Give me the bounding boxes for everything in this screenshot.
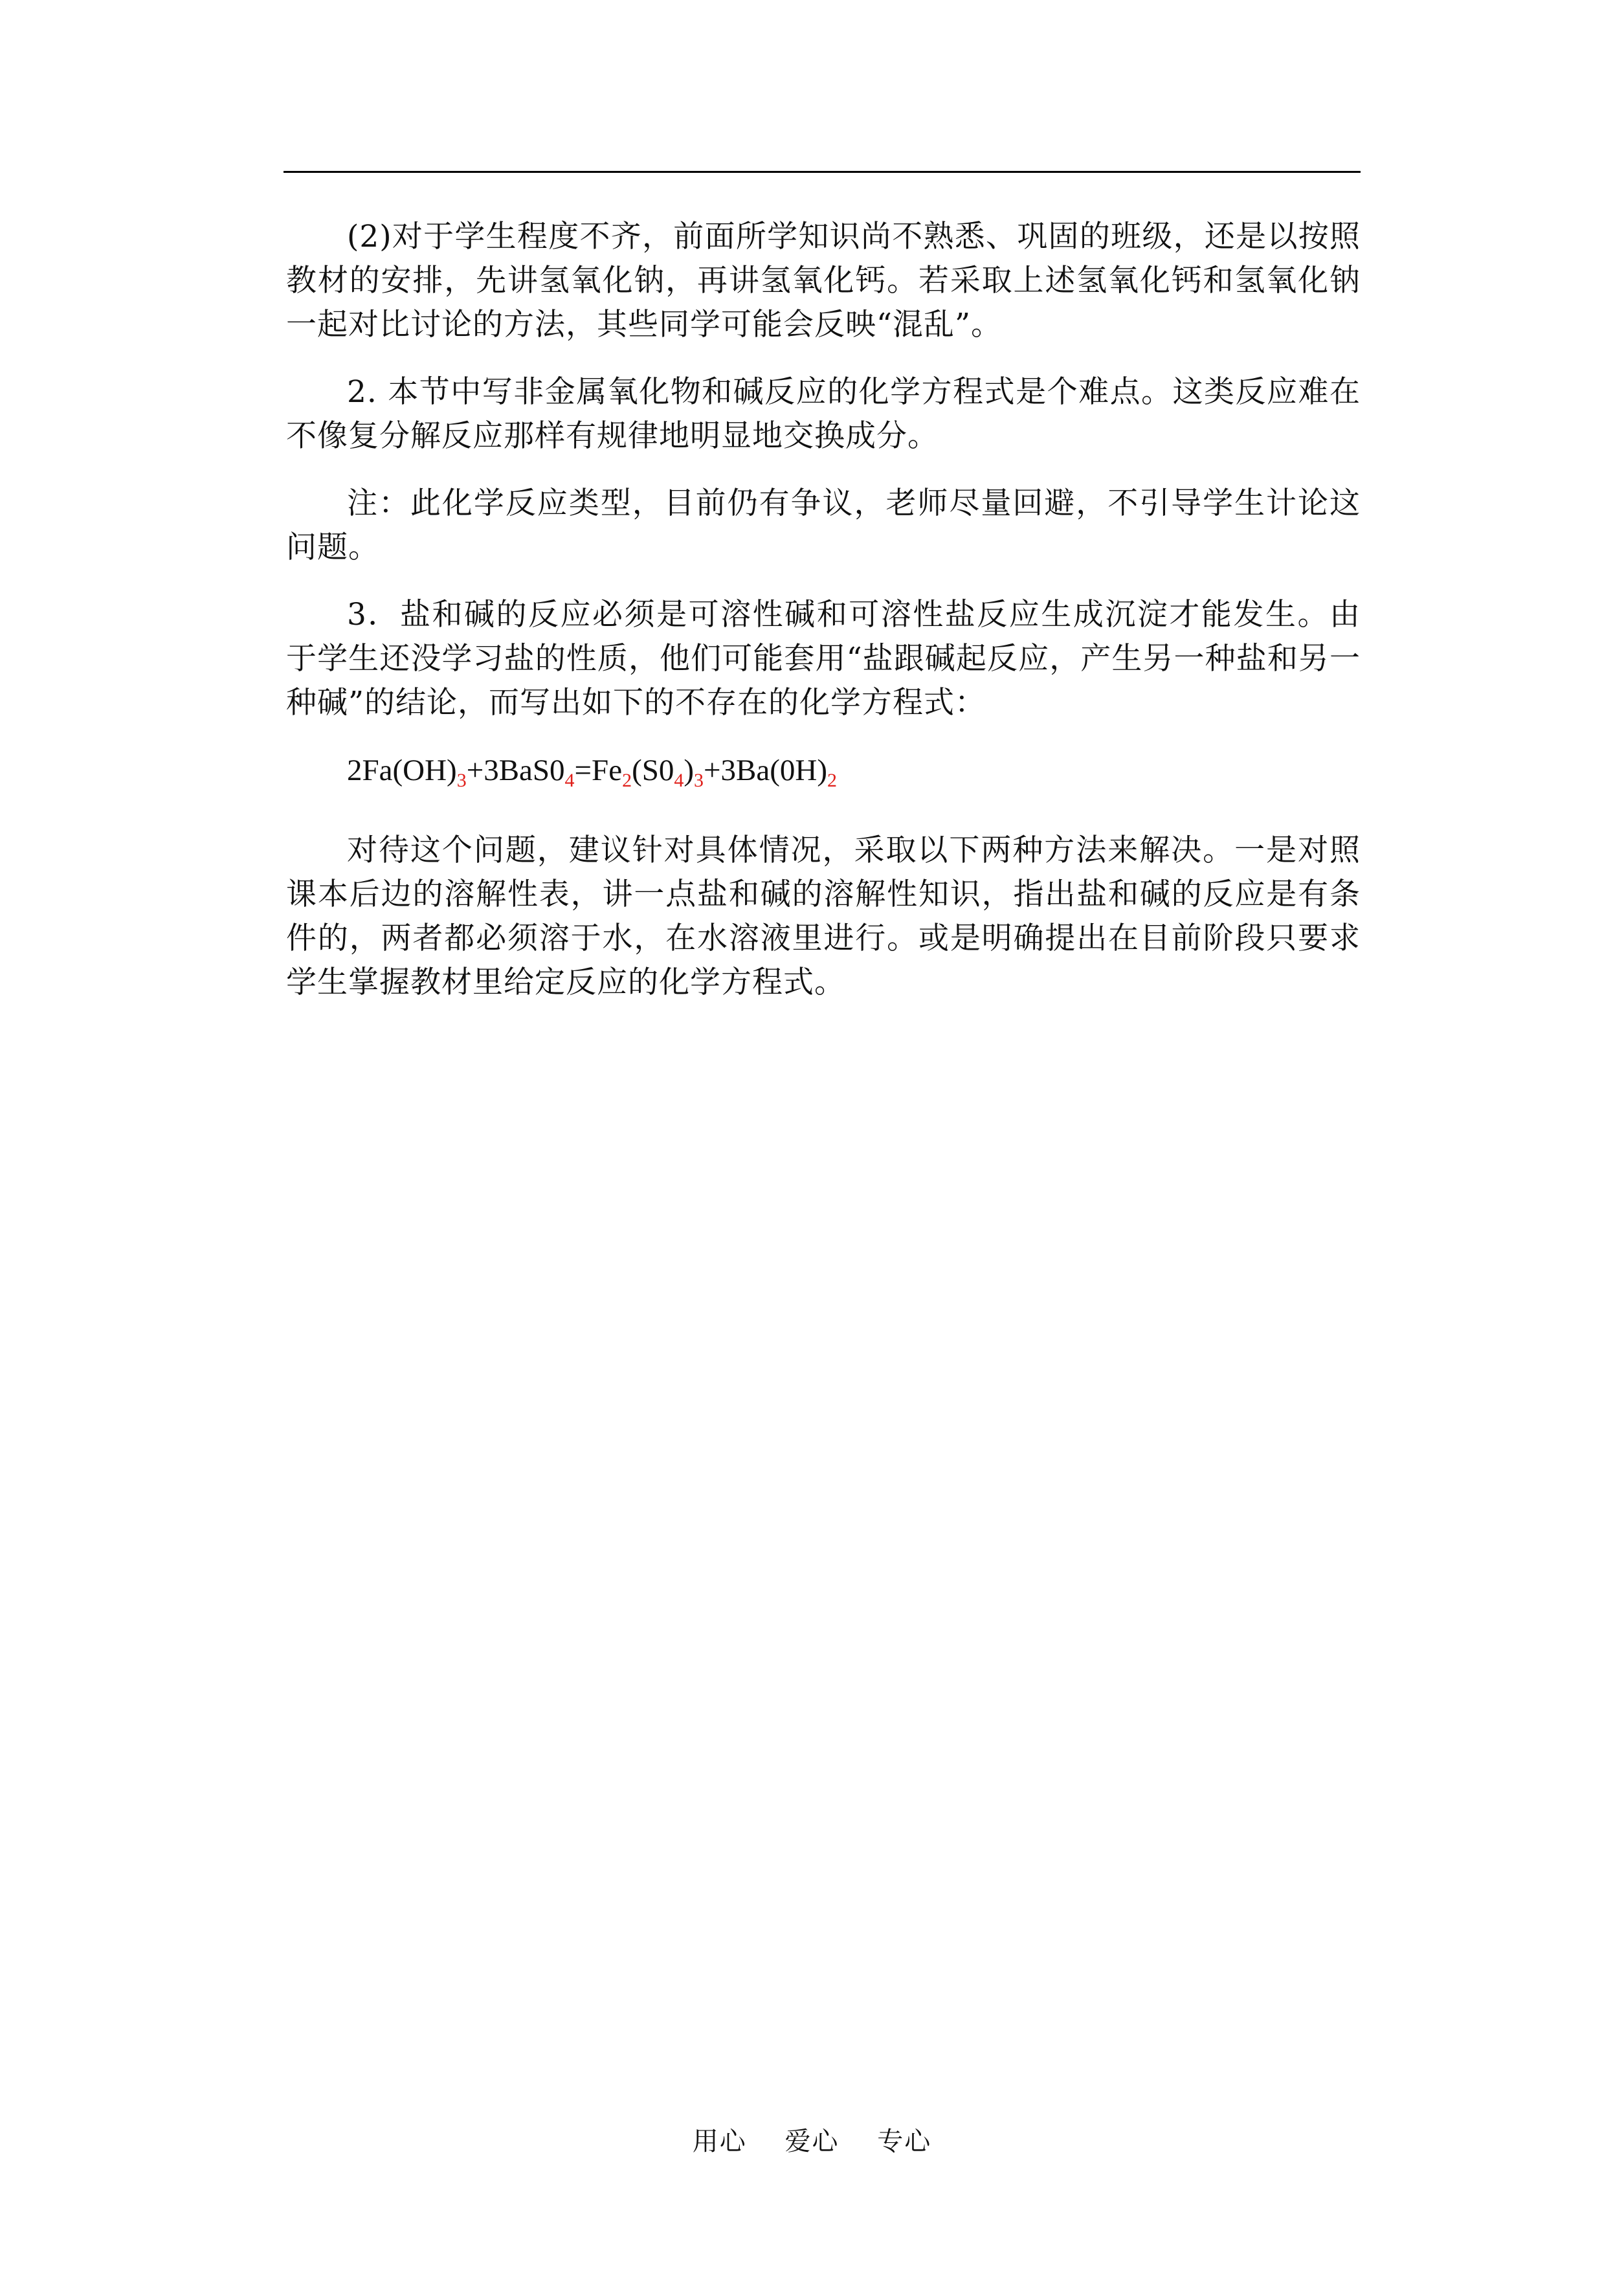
document-body: [286, 215, 1361, 1028]
chemical-equation: [286, 748, 1361, 803]
equation-term: +3Ba(0H): [704, 754, 827, 787]
footer-word: 用心: [692, 2127, 747, 2156]
footer-word: 专心: [877, 2127, 932, 2156]
footer-word: 爱心: [784, 2127, 840, 2156]
equation-term: +3BaS0: [466, 754, 565, 787]
equation-term: =Fe: [574, 754, 623, 787]
paragraph-note: 注：此化学反应类型，目前仍有争议，老师尽量回避，不引导学生计论这问题。: [286, 486, 1361, 565]
equation-subscript: 4: [564, 770, 575, 791]
paragraph-salt-base-reaction: 3．盐和碱的反应必须是可溶性碱和可溶性盐反应生成沉淀才能发生。由于学生还没学习盐的性质，他们可能套用“盐跟碱起反应，产生另一种盐和另一种碱”的结论，而写出如下的不存在的化学方程式：: [286, 597, 1361, 721]
equation-term: 2Fa(OH): [347, 754, 457, 787]
equation-subscript: 2: [827, 770, 837, 791]
equation-subscript: 3: [456, 770, 467, 791]
paragraph-2-textbook-order: (2)对于学生程度不齐，前面所学知识尚不熟悉、巩固的班级，还是以按照教材的安排，先讲氢氧化钠，再讲氢氧化钙。若采取上述氢氧化钙和氢氧化钠一起对比讨论的方法，其些同学可能会反映“混乱”。: [286, 219, 1361, 342]
paragraph-nonmetal-oxide-difficulty: 2. 本节中写非金属氧化物和碱反应的化学方程式是个难点。这类反应难在不像复分解反应那样有规律地明显地交换成分。: [286, 374, 1361, 454]
equation-term: (S0: [632, 754, 674, 787]
equation-subscript: 2: [622, 770, 632, 791]
header-rule: [284, 171, 1361, 173]
equation-subscript: 4: [674, 770, 684, 791]
equation-subscript: 3: [694, 770, 704, 791]
paragraph-solution-methods: 对待这个问题，建议针对具体情况，采取以下两种方法来解决。一是对照课本后边的溶解性表，讲一点盐和碱的溶解性知识，指出盐和碱的反应是有条件的，两者都必须溶于水，在水溶液里进行。或是明确提出在目前阶段只要求学生掌握教材里给定反应的化学方程式。: [286, 833, 1361, 1000]
equation-term: ): [684, 754, 695, 787]
page-footer: [0, 2121, 1624, 2158]
